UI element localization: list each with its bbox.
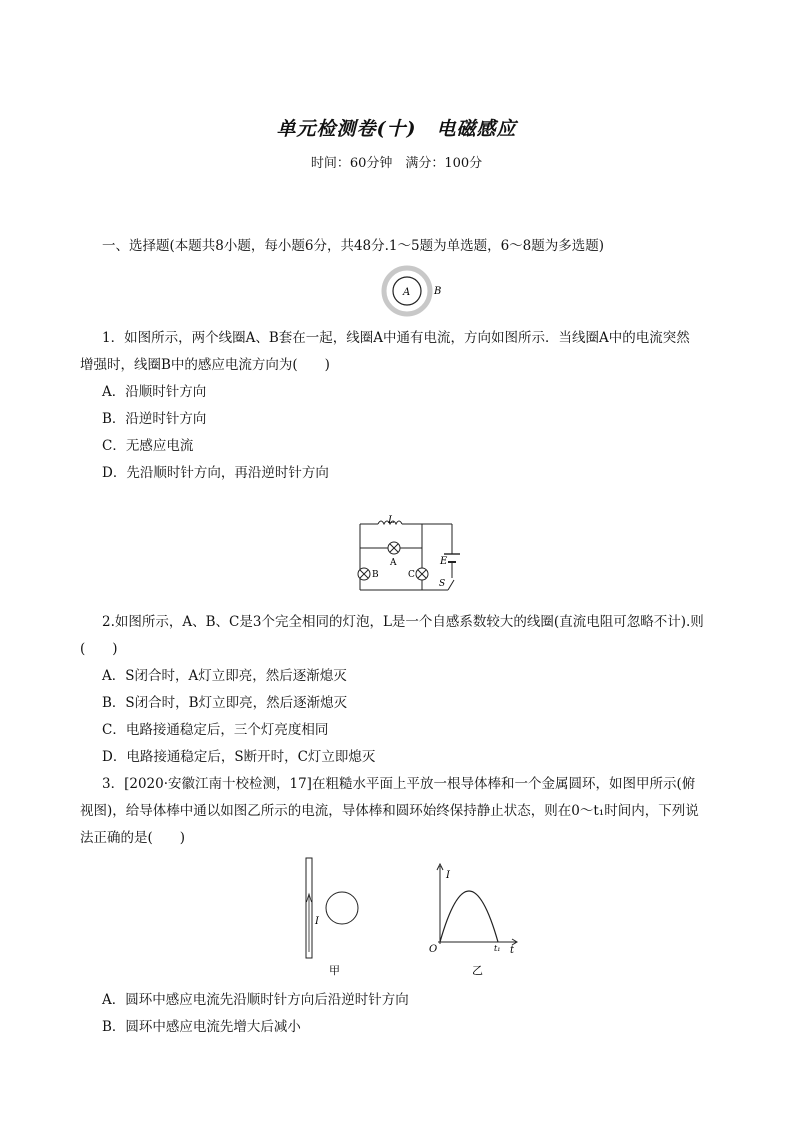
graph-i-label: I (446, 870, 450, 881)
current-curve (440, 891, 498, 942)
q1-option-c: C．无感应电流 (102, 438, 194, 454)
q3-stem-line3: 法正确的是( ) (80, 830, 186, 846)
q2-option-c: C．电路接通稳定后，三个灯亮度相同 (102, 722, 329, 738)
figure-jia-caption: 甲 (329, 964, 340, 977)
q3-stem-line1: 3．[2020·安徽江南十校检测，17]在粗糙水平面上平放一根导体棒和一个金属圆环，如图甲所示(俯 (102, 776, 696, 792)
q3-option-a: A．圆环中感应电流先沿顺时针方向后沿逆时针方向 (102, 992, 409, 1008)
rod-ring-figure (298, 856, 368, 978)
q2-option-a: A．S闭合时，A灯立即亮，然后逐渐熄灭 (102, 668, 347, 684)
q1-option-d: D．先沿顺时针方向，再沿逆时针方向 (102, 465, 329, 481)
q2-stem-line1: 2.如图所示，A、B、C是3个完全相同的灯泡，L是一个自感系数较大的线圈(直流电阻可忽略不计).则 (102, 614, 704, 630)
q1-option-b: B．沿逆时针方向 (102, 411, 207, 427)
coil-a-label: A (403, 287, 411, 298)
lamp-b (358, 568, 370, 580)
lamp-c (416, 568, 428, 580)
q2-stem-line2: ( ) (80, 641, 118, 657)
label-c: C (408, 570, 415, 580)
figure-yi-caption: 乙 (472, 964, 483, 977)
q2-option-d: D．电路接通稳定后，S断开时，C灯立即熄灭 (102, 749, 376, 765)
q3-option-b: B．圆环中感应电流先增大后减小 (102, 1019, 301, 1035)
lamp-a (388, 542, 400, 554)
label-a: A (390, 558, 397, 568)
graph-t-label: t (510, 945, 515, 956)
q2-option-b: B．S闭合时，B灯立即亮，然后逐渐熄灭 (102, 695, 348, 711)
graph-origin-label: O (429, 944, 438, 955)
label-b: B (372, 570, 379, 580)
label-l: L (388, 515, 395, 526)
q1-stem-line2: 增强时，线圈B中的感应电流方向为( ) (80, 357, 330, 373)
section-heading: 一、选择题(本题共8小题，每小题6分，共48分.1～5题为单选题，6～8题为多选题) (102, 238, 605, 254)
coil-figure (378, 264, 448, 318)
coil-b-label: B (434, 286, 442, 297)
label-s: S (439, 579, 446, 589)
rod-current-label: I (315, 916, 319, 927)
current-time-graph (424, 858, 524, 978)
graph-t1-label: t₁ (494, 944, 501, 953)
page-title: 单元检测卷(十) 电磁感应 (276, 118, 517, 140)
q1-option-a: A．沿顺时针方向 (102, 384, 207, 400)
circuit-figure (352, 514, 468, 598)
q1-stem-line1: 1．如图所示，两个线圈A、B套在一起，线圈A中通有电流，方向如图所示．当线圈A中的电流突然 (102, 330, 690, 346)
label-e: E (440, 556, 448, 567)
q3-stem-line2: 视图)，给导体棒中通以如图乙所示的电流，导体棒和圆环始终保持静止状态，则在0～t₁时间内，下列说 (80, 803, 699, 819)
metal-ring (326, 892, 358, 924)
exam-info: 时间：60分钟 满分：100分 (310, 156, 483, 171)
